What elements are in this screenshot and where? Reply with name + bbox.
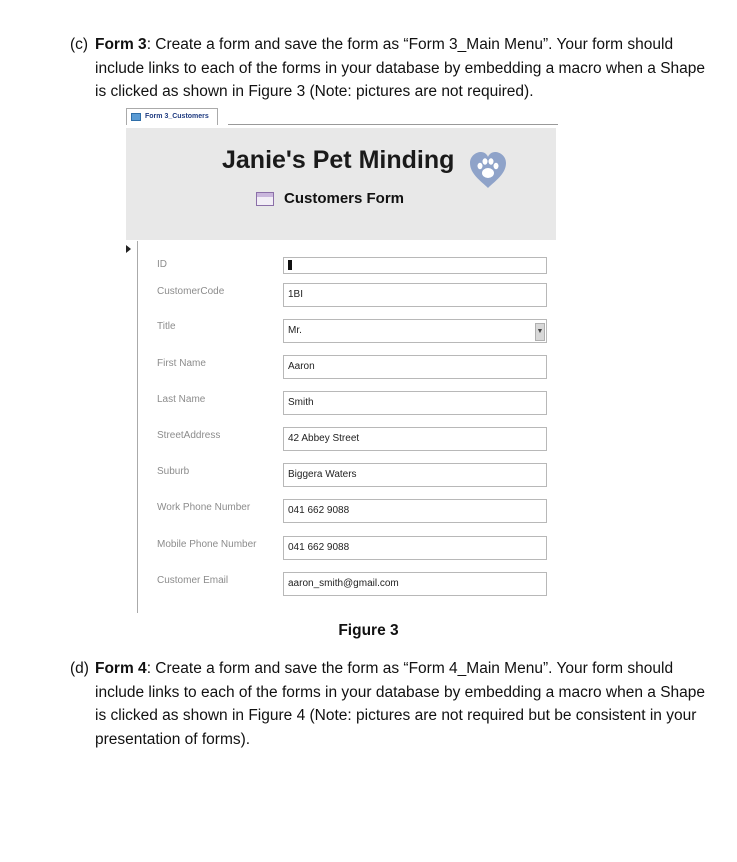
form-icon — [256, 192, 274, 206]
field-label-lastname: Last Name — [157, 394, 206, 405]
field-label-id: ID — [157, 259, 167, 270]
field-workphone-input[interactable]: 041 662 9088 — [283, 499, 547, 523]
form-subtitle-text: Customers Form — [284, 190, 405, 207]
field-label-email: Customer Email — [157, 575, 229, 586]
field-email-input[interactable]: aaron_smith@gmail.com — [283, 572, 547, 596]
form-title: Janie's Pet Minding — [222, 146, 455, 174]
field-streetaddress-input[interactable]: 42 Abbey Street — [283, 427, 547, 451]
figure-caption: Figure 3 — [338, 622, 399, 639]
field-customercode-input[interactable]: 1BI — [283, 283, 547, 307]
field-mobilephone-input[interactable]: 041 662 9088 — [283, 536, 547, 560]
field-label-suburb: Suburb — [157, 466, 190, 477]
field-label-firstname: First Name — [157, 358, 206, 369]
form-tab-label: Form 3_Customers — [145, 113, 209, 120]
field-label-streetaddress: StreetAddress — [157, 430, 221, 441]
question-c — [70, 33, 710, 104]
question-d-text: : Create a form and save the form as “Form 4_Main Menu”. Your form should include links to each of the forms in your database by embedding a macro when a Shape is clicked as shown in Figure 4 (Note: pictures are not required but be consistent in your presentation of forms). — [95, 660, 706, 748]
dropdown-arrow-icon[interactable]: ▼ — [535, 323, 545, 341]
field-title-select[interactable]: Mr. ▼ — [283, 319, 547, 343]
field-firstname-input[interactable]: Aaron — [283, 355, 547, 379]
question-c-form-label: Form 3 — [95, 36, 147, 53]
field-label-title: Title — [157, 321, 176, 332]
record-pointer-icon — [126, 245, 131, 253]
field-label-workphone: Work Phone Number — [157, 502, 251, 513]
field-label-mobilephone: Mobile Phone Number — [157, 539, 257, 550]
form-header — [126, 128, 556, 240]
question-c-text: : Create a form and save the form as “Form 3_Main Menu”. Your form should include links to each of the forms in your database by embedding a macro when a Shape is clicked as shown in Figure 3 (Note: pictures are not required). — [95, 36, 706, 100]
form-subtitle — [256, 190, 404, 207]
question-c-marker: (c) — [70, 36, 89, 53]
form-tab-bar — [126, 108, 558, 128]
question-d — [70, 657, 710, 751]
record-selector[interactable] — [125, 241, 138, 613]
text-cursor — [288, 260, 292, 270]
field-lastname-input[interactable]: Smith — [283, 391, 547, 415]
paw-icon — [467, 148, 509, 190]
field-label-customercode: CustomerCode — [157, 286, 225, 297]
question-d-marker: (d) — [70, 660, 89, 677]
field-suburb-input[interactable]: Biggera Waters — [283, 463, 547, 487]
field-id-input[interactable] — [283, 257, 547, 274]
question-d-form-label: Form 4 — [95, 660, 147, 677]
form-tab[interactable] — [126, 108, 218, 125]
form-icon — [131, 113, 141, 121]
